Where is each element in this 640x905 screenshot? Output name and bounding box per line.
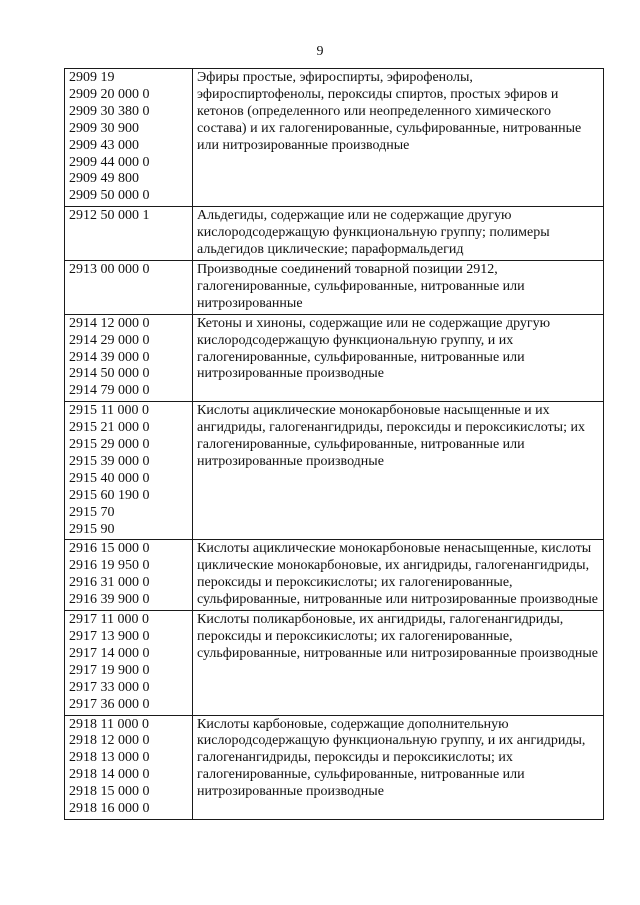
table-row	[65, 207, 604, 261]
code-cell	[65, 540, 193, 611]
product-code: 2917 19 900 0	[69, 662, 150, 678]
table-body	[65, 69, 604, 820]
product-code: 2915 21 000 0	[69, 420, 150, 436]
product-code: 2918 14 000 0	[69, 767, 150, 783]
product-code: 2913 00 000 0	[69, 261, 150, 277]
page-number: 9	[316, 44, 324, 59]
product-code: 2909 30 380 0	[69, 103, 150, 119]
product-code: 2909 20 000 0	[69, 86, 150, 102]
product-code: 2914 79 000 0	[69, 383, 150, 399]
code-cell	[65, 611, 193, 715]
code-cell	[65, 260, 193, 314]
product-code: 2909 50 000 0	[69, 188, 150, 204]
table-row	[65, 402, 604, 540]
product-code: 2916 15 000 0	[69, 541, 150, 557]
product-code: 2918 13 000 0	[69, 750, 150, 766]
product-code: 2916 31 000 0	[69, 575, 150, 591]
product-code: 2915 29 000 0	[69, 437, 150, 453]
description-cell: Производные соединений товарной позиции 2912, галогенированные, сульфированные, нитрованные или нитрозированные	[193, 260, 604, 314]
code-cell	[65, 715, 193, 819]
product-code: 2917 11 000 0	[69, 612, 149, 628]
description-cell: Кислоты карбоновые, содержащие дополнительную кислородсодержащую функциональную группу, и их ангидриды, галогенангидриды, пероксиды и пероксикислоты; их галогенированные, сульфированные, нитрованные или нитрозированные производные	[193, 715, 604, 819]
product-code: 2918 11 000 0	[69, 716, 149, 732]
code-cell	[65, 402, 193, 540]
product-code: 2916 39 900 0	[69, 592, 150, 608]
description-cell: Кислоты ациклические монокарбоновые насыщенные и их ангидриды, галогенангидриды, пероксиды и пероксикислоты; их галогенированные, сульфированные, нитрованные или нитрозированные производные	[193, 402, 604, 540]
table-row	[65, 260, 604, 314]
product-code: 2914 29 000 0	[69, 332, 150, 348]
description-cell: Кислоты ациклические монокарбоновые ненасыщенные, кислоты циклические монокарбоновые, их ангидриды, галогенангидриды, пероксиды и пероксикислоты; их галогенированные, сульфированные, нитрованные или нитрозированные производные	[193, 540, 604, 611]
code-cell	[65, 314, 193, 402]
description-cell: Альдегиды, содержащие или не содержащие другую кислородсодержащую функциональную группу; полимеры альдегидов циклические; параформальдегид	[193, 207, 604, 261]
product-code: 2915 39 000 0	[69, 453, 150, 469]
product-code: 2915 70	[69, 504, 115, 520]
product-code: 2915 90	[69, 521, 115, 537]
description-cell: Кислоты поликарбоновые, их ангидриды, галогенангидриды, пероксиды и пероксикислоты; их галогенированные, сульфированные, нитрованные или нитрозированные производные	[193, 611, 604, 715]
product-code: 2914 50 000 0	[69, 366, 150, 382]
tariff-code-table	[64, 68, 604, 820]
product-code: 2909 44 000 0	[69, 154, 150, 170]
product-code: 2915 11 000 0	[69, 403, 149, 419]
product-code: 2914 39 000 0	[69, 349, 150, 365]
code-cell	[65, 69, 193, 207]
product-code: 2918 16 000 0	[69, 801, 150, 817]
product-code: 2917 13 900 0	[69, 629, 150, 644]
product-code: 2914 12 000 0	[69, 315, 150, 331]
product-code: 2917 14 000 0	[69, 645, 150, 661]
product-code: 2909 30 900	[69, 120, 139, 136]
description-cell: Кетоны и хиноны, содержащие или не содержащие другую кислородсодержащую функциональную группу, и их галогенированные, сульфированные, нитрованные или нитрозированные производные	[193, 314, 604, 402]
table-row	[65, 540, 604, 611]
product-code: 2917 36 000 0	[69, 696, 150, 712]
product-code: 2909 49 800	[69, 171, 139, 187]
product-code: 2917 33 000 0	[69, 679, 150, 695]
product-code: 2915 40 000 0	[69, 470, 150, 486]
table-row	[65, 69, 604, 207]
table-row	[65, 715, 604, 819]
description-cell: Эфиры простые, эфироспирты, эфирофенолы, эфироспиртофенолы, пероксиды спиртов, простых эфиров и кетонов (определенного или неопределенного химического состава) и их галогенированные, сульфированные, нитрованные или нитрозированные производные	[193, 69, 604, 207]
table-row	[65, 314, 604, 402]
table-row	[65, 611, 604, 715]
product-code: 2909 43 000	[69, 137, 139, 153]
product-code: 2918 12 000 0	[69, 733, 150, 749]
product-code: 2909 19	[69, 70, 115, 85]
product-code: 2915 60 190 0	[69, 487, 150, 503]
product-code: 2916 19 950 0	[69, 558, 150, 574]
product-code: 2912 50 000 1	[69, 208, 150, 224]
product-code: 2918 15 000 0	[69, 784, 150, 800]
code-cell	[65, 207, 193, 261]
